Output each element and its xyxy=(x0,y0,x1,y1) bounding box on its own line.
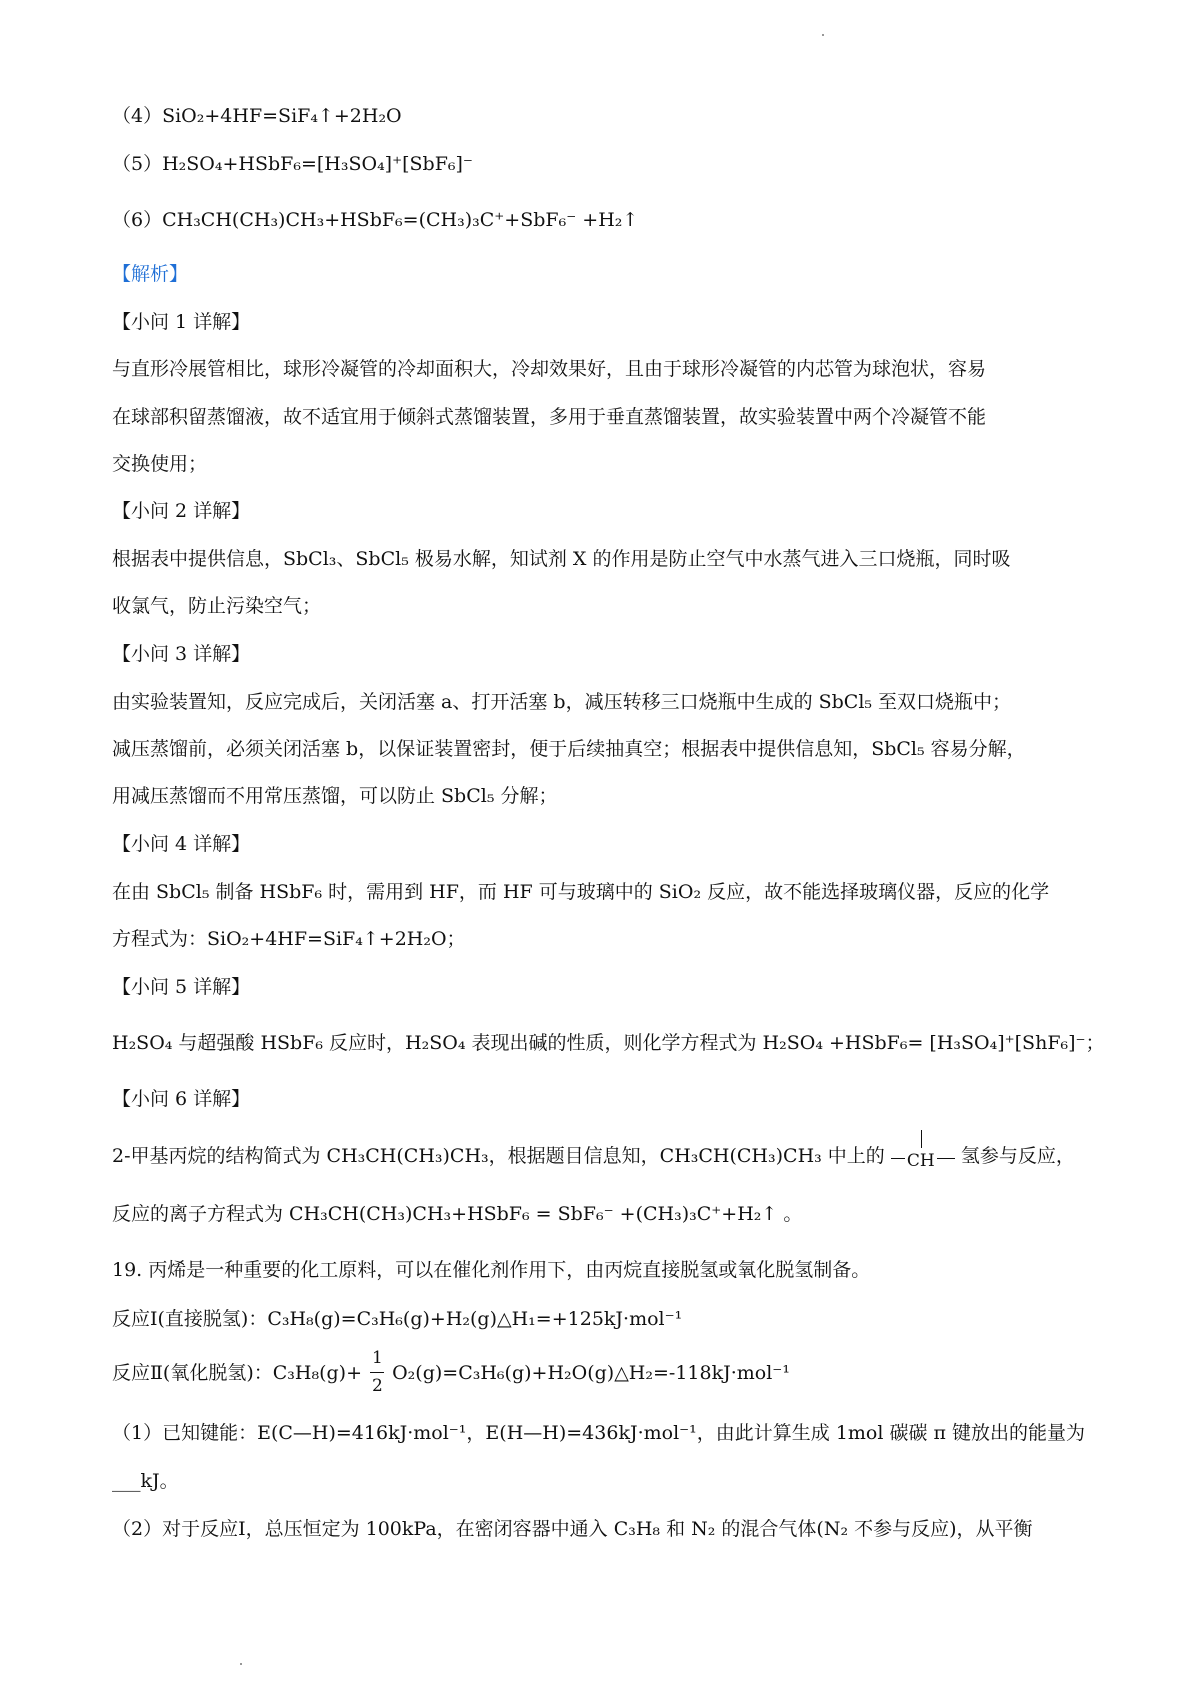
sub6-line-2: 反应的离子方程式为 CH₃CH(CH₃)CH₃+HSbF₆ = SbF₆⁻ +(CH₃)₃C⁺+H₂↑ 。 xyxy=(112,1203,803,1225)
reaction-2 xyxy=(112,1348,790,1396)
sub2-line-1: 根据表中提供信息，SbCl₃、SbCl₅ 极易水解，知试剂 X 的作用是防止空气中水蒸气进入三口烧瓶，同时吸 xyxy=(112,548,1011,570)
sub4-line-1: 在由 SbCl₅ 制备 HSbF₆ 时，需用到 HF，而 HF 可与玻璃中的 SiO₂ 反应，故不能选择玻璃仪器，反应的化学 xyxy=(112,881,1050,903)
scan-speck xyxy=(822,34,824,36)
sub1-line-2: 在球部积留蒸馏液，故不适宜用于倾斜式蒸馏装置，多用于垂直蒸馏装置，故实验装置中两个冷凝管不能 xyxy=(112,406,987,428)
q19-intro: 19. 丙烯是一种重要的化工原料，可以在催化剂作用下，由丙烷直接脱氢或氧化脱氢制备。 xyxy=(112,1259,871,1281)
sub2-heading: 【小问 2 详解】 xyxy=(112,500,251,522)
scan-speck xyxy=(240,1663,242,1665)
q19-part2-line-1: （2）对于反应Ⅰ，总压恒定为 100kPa，在密闭容器中通入 C₃H₈ 和 N₂ 的混合气体(N₂ 不参与反应)，从平衡 xyxy=(112,1518,1033,1540)
sub5-line-1: H₂SO₄ 与超强酸 HSbF₆ 反应时，H₂SO₄ 表现出碱的性质，则化学方程式为 H₂SO₄ +HSbF₆= [H₃SO₄]⁺[ShF₆]⁻； xyxy=(112,1032,1105,1054)
reaction-1: 反应Ⅰ(直接脱氢)：C₃H₈(g)=C₃H₆(g)+H₂(g)△H₁=+125kJ·mol⁻¹ xyxy=(112,1308,683,1330)
reaction-2-start: 反应Ⅱ(氧化脱氢)：C₃H₈(g)+ xyxy=(112,1362,362,1384)
sub3-heading: 【小问 3 详解】 xyxy=(112,643,251,665)
reaction-2-end: O₂(g)=C₃H₆(g)+H₂O(g)△H₂=-118kJ·mol⁻¹ xyxy=(392,1362,790,1384)
sub5-heading: 【小问 5 详解】 xyxy=(112,976,251,998)
sub6-line-1-start: 2-甲基丙烷的结构简式为 CH₃CH(CH₃)CH₃，根据题目信息知，CH₃CH(CH₃)CH₃ 中上的 xyxy=(112,1145,885,1167)
answer-4: （4）SiO₂+4HF=SiF₄↑+2H₂O xyxy=(112,105,402,127)
analysis-tag: 【解析】 xyxy=(112,263,189,285)
sub6-line-1 xyxy=(112,1143,1075,1170)
answer-5: （5）H₂SO₄+HSbF₆=[H₃SO₄]⁺[SbF₆]⁻ xyxy=(112,153,473,175)
sub3-line-3: 用减压蒸馏而不用常压蒸馏，可以防止 SbCl₅ 分解； xyxy=(112,785,558,807)
sub3-line-1: 由实验装置知，反应完成后，关闭活塞 a、打开活塞 b，减压转移三口烧瓶中生成的 SbCl₅ 至双口烧瓶中； xyxy=(112,691,1012,713)
sub3-line-2: 减压蒸馏前，必须关闭活塞 b，以保证装置密封，便于后续抽真空；根据表中提供信息知，SbCl₅ 容易分解， xyxy=(112,738,1026,760)
sub4-heading: 【小问 4 详解】 xyxy=(112,833,251,855)
fraction-one-half: $\frac{1}{2}$ xyxy=(372,1348,383,1396)
answer-6: （6）CH₃CH(CH₃)CH₃+HSbF₆=(CH₃)₃C⁺+SbF₆⁻ +H₂↑ xyxy=(112,209,639,231)
methine-structure-fragment xyxy=(891,1144,955,1170)
sub6-line-1-end: 氢参与反应， xyxy=(960,1145,1075,1167)
sub1-line-3: 交换使用； xyxy=(112,453,208,475)
methine-label: CH xyxy=(905,1148,937,1174)
sub1-line-1: 与直形冷展管相比，球形冷凝管的冷却面积大，冷却效果好，且由于球形冷凝管的内芯管为球泡状，容易 xyxy=(112,358,987,380)
q19-part1-line-2: ___kJ。 xyxy=(112,1470,179,1492)
sub1-heading: 【小问 1 详解】 xyxy=(112,311,251,333)
sub6-heading: 【小问 6 详解】 xyxy=(112,1088,251,1110)
sub4-line-2: 方程式为：SiO₂+4HF=SiF₄↑+2H₂O； xyxy=(112,928,466,950)
q19-part1-line-1: （1）已知键能：E(C—H)=416kJ·mol⁻¹，E(H—H)=436kJ·mol⁻¹，由此计算生成 1mol 碳碳 π 键放出的能量为 xyxy=(112,1422,1086,1444)
sub2-line-2: 收氯气，防止污染空气； xyxy=(112,595,322,617)
